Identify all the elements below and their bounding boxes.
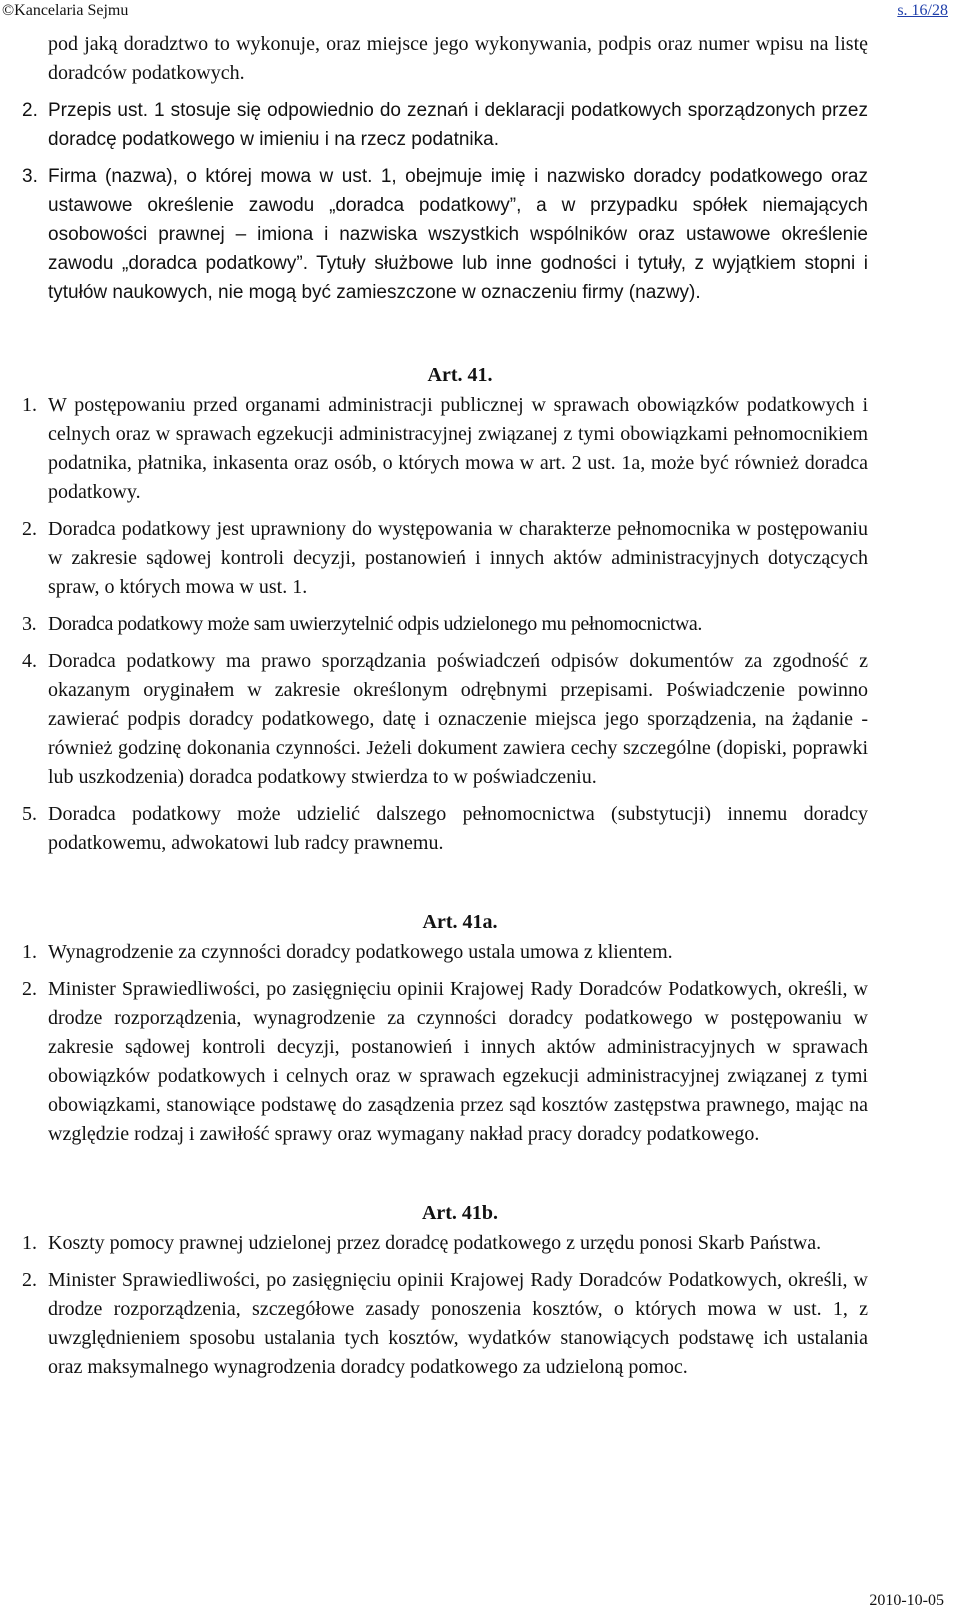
art41a-item-2 xyxy=(0,975,960,1149)
item-number: 3. xyxy=(22,613,37,635)
item-number: 3. xyxy=(22,166,38,187)
item-text: W postępowaniu przed organami administracji publicznej w sprawach obowiązków podatkowych i celnych oraz w sprawach egzekucji administracyjnej związanej z tymi obowiązkami pełnomocnikiem podatnika, płatnika, inkasenta oraz osób, o których mowa w art. 2 ust. 1a, może być również doradca podatkowy. xyxy=(48,394,868,503)
art41-item-2 xyxy=(0,515,960,602)
item-number: 2. xyxy=(22,978,37,1000)
item-text: Wynagrodzenie za czynności doradcy podatkowego ustala umowa z klientem. xyxy=(48,941,673,963)
item-text: Doradca podatkowy może udzielić dalszego pełnomocnictwa (substytucji) innemu doradcy podatkowemu, adwokatowi lub radcy prawnemu. xyxy=(48,803,868,854)
document-body xyxy=(0,30,960,1390)
item-text: Doradca podatkowy ma prawo sporządzania poświadczeń odpisów dokumentów za zgodność z okazanym oryginałem w zakresie określonym odrębnymi przepisami. Poświadczenie powinno zawierać podpis doradcy podatkowego, datę i oznaczenie miejsca jego sporządzenia, na żądanie - również godzinę dokonania czynności. Jeżeli dokument zawiera cechy szczególne (dopiski, poprawki lub uszkodzenia) doradca podatkowy stwierdza to w poświadczeniu. xyxy=(48,650,868,788)
header-copyright: ©Kancelaria Sejmu xyxy=(2,2,129,19)
item-text: Minister Sprawiedliwości, po zasięgnięciu opinii Krajowej Rady Doradców Podatkowych, określi, w drodze rozporządzenia, szczegółowe zasady ponoszenia kosztów, o których mowa w ust. 1, z uwzględnieniem sposobu ustalania tych kosztów, wydatków stanowiących podstawę ich ustalania oraz maksymalnego wynagrodzenia doradcy podatkowego za udzieloną pomoc. xyxy=(48,1269,868,1378)
item-text: Doradca podatkowy jest uprawniony do występowania w charakterze pełnomocnika w postępowaniu w zakresie sądowej kontroli decyzji, postanowień i innych aktów administracyjnych dotyczących spraw, o których mowa w ust. 1. xyxy=(48,518,868,598)
footer-date: 2010-10-05 xyxy=(869,1592,944,1609)
item-number: 1. xyxy=(22,941,37,963)
item-number: 2. xyxy=(22,100,38,121)
art41-item-3 xyxy=(0,610,960,639)
item-number: 2. xyxy=(22,1269,37,1291)
art41-item-1 xyxy=(0,391,960,507)
item-number: 2. xyxy=(22,518,37,540)
item-number: 5. xyxy=(22,803,37,825)
item-text: Minister Sprawiedliwości, po zasięgnięciu opinii Krajowej Rady Doradców Podatkowych, określi, w drodze rozporządzenia, wynagrodzenie za czynności doradcy podatkowego w postępowaniu w zakresie sądowej kontroli decyzji, postanowień i innych aktów administracyjnych w sprawach obowiązków podatkowych i celnych oraz w sprawach egzekucji administracyjnej związanej z tymi obowiązkami, stanowiące podstawę do zasądzenia przez sąd kosztów zastępstwa prawnego, mając na względzie rodzaj i zawiłość sprawy oraz wymagany nakład pracy doradcy podatkowego. xyxy=(48,978,868,1145)
art41b-item-1 xyxy=(0,1229,960,1258)
art41-item-4 xyxy=(0,647,960,792)
intro-item-2 xyxy=(0,96,960,154)
item-number: 4. xyxy=(22,650,37,672)
art41a-item-1 xyxy=(0,938,960,967)
item-text: Doradca podatkowy może sam uwierzytelnić odpis udzielonego mu pełnomocnictwa. xyxy=(48,613,702,635)
intro-item-3 xyxy=(0,162,960,307)
art41-item-5 xyxy=(0,800,960,858)
article-title-41a: Art. 41a. xyxy=(422,911,498,933)
item-number: 1. xyxy=(22,1232,37,1254)
item-text: Koszty pomocy prawnej udzielonej przez doradcę podatkowego z urzędu ponosi Skarb Państwa. xyxy=(48,1232,822,1254)
item-number: 1. xyxy=(22,394,37,416)
art41b-item-2 xyxy=(0,1266,960,1382)
item-text: Przepis ust. 1 stosuje się odpowiednio do zeznań i deklaracji podatkowych sporządzonych przez doradcę podatkowego w imieniu i na rzecz podatnika. xyxy=(48,100,868,150)
article-title-41b: Art. 41b. xyxy=(421,1202,499,1224)
continued-paragraph: pod jaką doradztwo to wykonuje, oraz miejsce jego wykonywania, podpis oraz numer wpisu na listę doradców podatkowych. xyxy=(48,33,868,84)
article-title-41: Art. 41. xyxy=(427,364,493,386)
item-text: Firma (nazwa), o której mowa w ust. 1, obejmuje imię i nazwisko doradcy podatkowego oraz ustawowe określenie zawodu „doradca podatkowy”, a w przypadku spółek niemających osobowości prawnej – imiona i nazwiska wszystkich wspólników oraz ustawowe określenie zawodu „doradca podatkowy”. Tytuły służbowe lub inne godności i tytuły, z wyjątkiem stopni i tytułów naukowych, nie mogą być zamieszczone w oznaczeniu firmy (nazwy). xyxy=(48,166,868,303)
page-number-link[interactable]: s. 16/28 xyxy=(897,2,948,19)
